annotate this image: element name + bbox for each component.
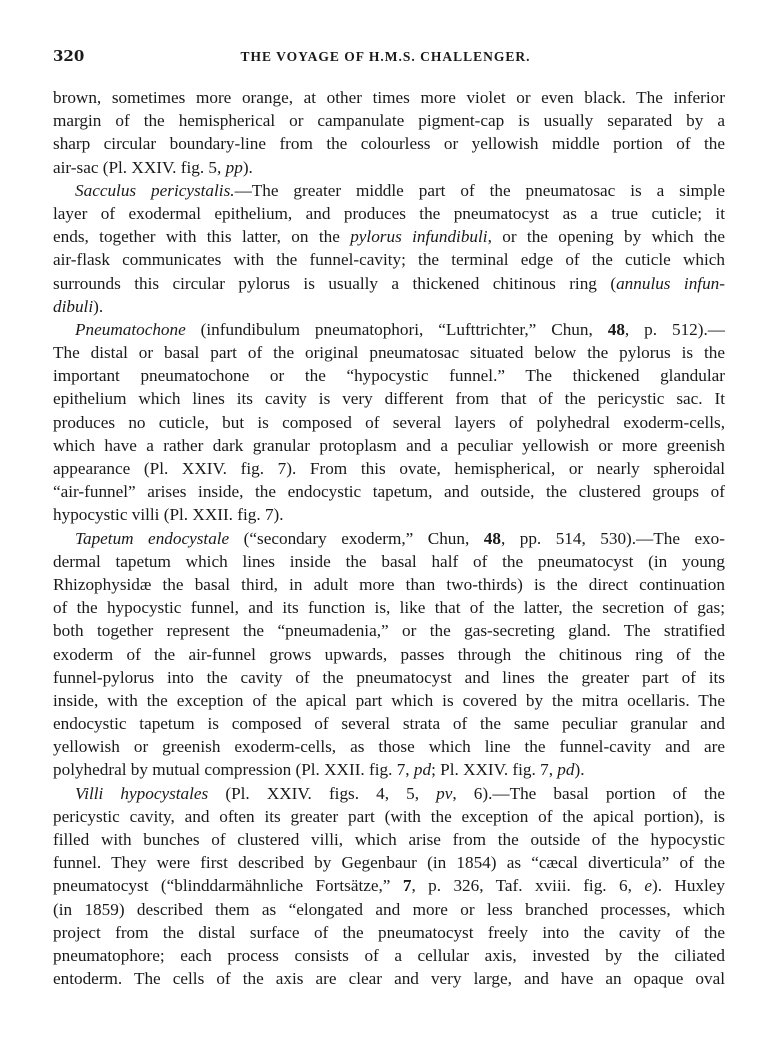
text-line [53, 132, 725, 155]
text-run: inside, with the exception of the apical part which is covered by the mitra ocellaris. The [53, 690, 725, 710]
italic-term: pd [413, 760, 432, 780]
text-line [53, 898, 725, 921]
text-run: appearance (Pl. XXIV. fig. 7). From this ovate, hemispherical, or nearly spheroidal [53, 459, 725, 478]
text-run: sharp circular boundary-line from the colourless or yellowish middle portion of the [53, 134, 725, 154]
text-run: brown, sometimes more orange, at other times more violet or even black. The inferior [53, 88, 725, 107]
text-line [53, 596, 725, 619]
text-line [53, 944, 725, 967]
text-line [53, 782, 725, 805]
italic-term: Sacculus pericystalis. [75, 180, 235, 200]
italic-term: Tapetum endocystale [75, 528, 230, 548]
text-run: —The greater middle part of the pneumatosac is a simple [234, 180, 726, 200]
italic-term: e [644, 876, 652, 896]
text-line [53, 921, 725, 944]
paragraph-sacculus-pericystalis [53, 179, 725, 318]
text-run: layer of exodermal epithelium, and produces the pneumatocyst as a true cuticle; it [53, 203, 725, 223]
text-run: entoderm. The cells of the axis are clear and very large, and have an opaque oval [53, 969, 725, 989]
text-line [53, 225, 725, 248]
text-line [53, 619, 725, 642]
text-run: pericystic cavity, and often its greater part (with the exception of the apical portion), is [53, 806, 725, 826]
text-run: funnel. They were first described by Gegenbaur (in 1854) as “cæcal diverticula” of the [53, 853, 725, 873]
italic-term: pd [557, 760, 575, 780]
paragraph-tapetum-endocystale [53, 527, 725, 782]
text-run: project from the distal surface of the pneumatocyst freely into the cavity of the [53, 922, 725, 942]
text-run: of the hypocystic funnel, and its function is, like that of the latter, the secretion of gas; [53, 598, 725, 618]
text-run: ends, together with this latter, on the [53, 227, 351, 247]
text-run: produces no cuticle, but is composed of several layers of polyhedral exoderm-cells, [53, 412, 725, 432]
text-run: ). [242, 157, 253, 177]
text-line [53, 318, 725, 341]
text-run: exoderm of the air-funnel grows upwards, passes through the chitinous ring of the [53, 644, 725, 664]
text-run: (in 1859) described them as “elongated and more or less branched processes, which [53, 899, 725, 919]
text-run: important pneumatochone or the “hypocystic funnel.” The thickened glandular [53, 366, 725, 386]
text-run: ). [93, 296, 104, 316]
text-run: dermal tapetum which lines inside the basal half of the pneumatocyst (in young [53, 551, 725, 571]
text-line [53, 295, 725, 318]
bold-reference: 48 [483, 528, 501, 548]
text-run: Rhizophysidæ the basal third, in adult more than two-thirds) is the direct continuation [53, 574, 725, 594]
text-line [53, 712, 725, 735]
text-line [53, 248, 725, 271]
text-run: ; Pl. XXIV. fig. 7, [431, 760, 558, 780]
paragraph-villi-hypocystales [53, 782, 725, 991]
text-run: , p. 326, Taf. xviii. fig. 6, [411, 876, 645, 896]
text-line [53, 573, 725, 596]
body-text [53, 86, 725, 990]
italic-term: dibuli [53, 296, 94, 316]
text-line [53, 364, 725, 387]
text-line [53, 86, 725, 109]
text-run: hypocystic villi (Pl. XXII. fig. 7). [53, 505, 284, 525]
text-line [53, 851, 725, 874]
text-run: filled with bunches of clustered villi, which arise from the outside of the hypocystic [53, 830, 725, 849]
text-run: both together represent the “pneumadenia,” or the gas-secreting gland. The stratified [53, 621, 725, 641]
text-run: yellowish or greenish exoderm-cells, as those which line the funnel-cavity and are [53, 737, 725, 757]
text-line [53, 109, 725, 132]
text-line [53, 411, 725, 434]
text-run: pneumatocyst (“blinddarmähnliche Fortsätze,” [53, 876, 403, 896]
paragraph-pigment-cap-continuation [53, 86, 725, 179]
italic-term: pp [225, 157, 243, 177]
text-line [53, 457, 725, 480]
text-run: pneumatophore; each process consists of a cellular axis, invested by the ciliated [53, 945, 725, 965]
text-line [53, 805, 725, 828]
running-head [53, 45, 725, 67]
text-line [53, 874, 725, 897]
text-line [53, 643, 725, 666]
text-line [53, 550, 725, 573]
italic-term: Villi hypocystales [75, 783, 209, 803]
text-line [53, 735, 725, 758]
text-run: (“secondary exoderm,” Chun, [229, 528, 484, 548]
text-line [53, 758, 725, 781]
text-run: , p. 512).— [624, 319, 725, 339]
text-run: margin of the hemispherical or campanulate pigment-cap is usually separated by a [53, 111, 725, 131]
text-line [53, 179, 725, 202]
text-run: which have a rather dark granular protoplasm and a peculiar yellowish or more greenish [53, 435, 725, 455]
text-run: endocystic tapetum is composed of several strata of the same peculiar granular and [53, 714, 725, 734]
page-number: 320 [53, 47, 85, 65]
text-line [53, 828, 725, 851]
text-run: surrounds this circular pylorus is usually a thickened chitinous ring ( [53, 273, 617, 293]
text-run: (infundibulum pneumatophori, “Lufttrichter,” Chun, [185, 319, 608, 339]
bold-reference: 7 [402, 876, 412, 896]
text-run: air-sac (Pl. XXIV. fig. 5, [53, 157, 226, 177]
paragraph-pneumatochone [53, 318, 725, 527]
text-line [53, 434, 725, 457]
text-line [53, 527, 725, 550]
text-line [53, 156, 725, 179]
italic-term: pylorus infundibuli [350, 227, 488, 247]
italic-term: Pneumatochone [75, 319, 186, 339]
text-line [53, 967, 725, 990]
text-run: polyhedral by mutual compression (Pl. XXII. fig. 7, [53, 760, 414, 780]
running-title: THE VOYAGE OF H.M.S. CHALLENGER. [240, 49, 531, 64]
text-run: The distal or basal part of the original pneumatosac situated below the pylorus is the [53, 343, 725, 363]
text-run: epithelium which lines its cavity is very different from that of the pericystic sac. It [53, 389, 725, 409]
text-run: ). [574, 760, 585, 780]
italic-term: pv [436, 783, 453, 803]
text-line [53, 202, 725, 225]
text-run: funnel-pylorus into the cavity of the pneumatocyst and lines the greater part of its [53, 667, 725, 687]
bold-reference: 48 [607, 319, 625, 339]
text-run: , pp. 514, 530).—The exo- [500, 528, 725, 548]
text-line [53, 480, 725, 503]
text-line [53, 387, 725, 410]
italic-term: annulus infun- [616, 273, 725, 293]
text-run: , 6).—The basal portion of the [452, 783, 725, 803]
text-line [53, 341, 725, 364]
text-run: , or the opening by which the [487, 227, 725, 247]
text-run: “air-funnel” arises inside, the endocystic tapetum, and outside, the clustered groups of [53, 482, 725, 502]
text-line [53, 503, 725, 526]
text-run: air-flask communicates with the funnel-cavity; the terminal edge of the cuticle which [53, 250, 725, 270]
text-run: ). Huxley [651, 876, 725, 896]
text-run: (Pl. XXIV. figs. 4, 5, [208, 783, 437, 803]
text-line [53, 666, 725, 689]
text-line [53, 272, 725, 295]
text-line [53, 689, 725, 712]
